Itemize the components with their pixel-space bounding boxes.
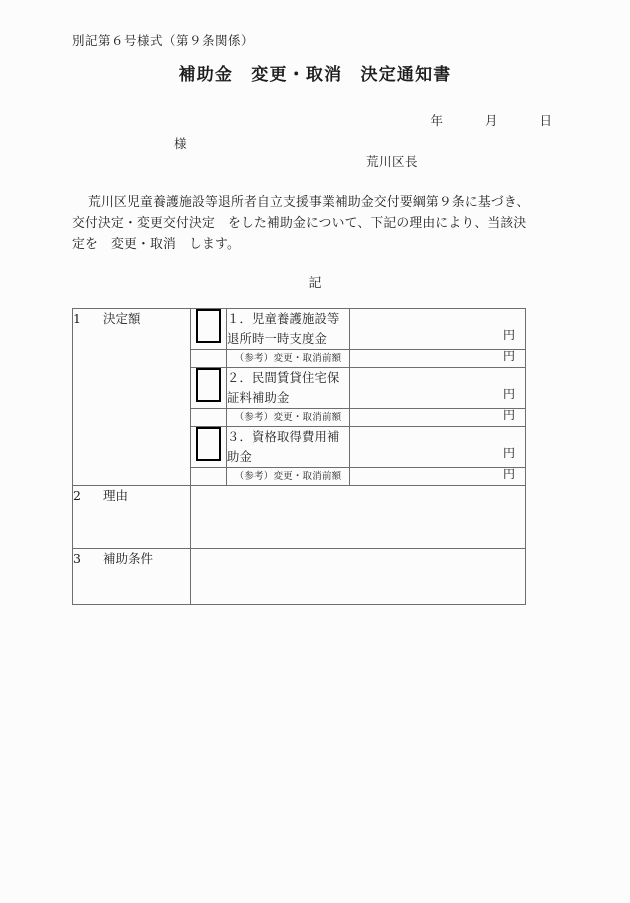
sub-label-item-2: （参考）変更・取消前額 xyxy=(227,409,350,427)
form-code: 別記第６号様式（第９条関係） xyxy=(72,33,255,48)
row-label-text-1: 決定額 xyxy=(103,311,141,326)
row-number-3: 3 xyxy=(73,551,81,566)
amount-field-item-1[interactable] xyxy=(350,309,526,350)
row-label-text-2: 理由 xyxy=(103,488,129,503)
date-month-label: 月 xyxy=(485,113,498,128)
row-label-reason xyxy=(73,486,191,549)
sub-yen-unit-item-3: 円 xyxy=(502,467,515,481)
addressee-honorific: 様 xyxy=(174,136,187,151)
amount-field-item-3[interactable] xyxy=(350,427,526,468)
body-line-1: 荒川区児童養護施設等退所者自立支援事業補助金交付要綱第９条に基づき、 xyxy=(88,195,530,210)
page-title: 補助金 変更・取消 決定通知書 xyxy=(178,65,452,85)
date-line xyxy=(431,111,552,129)
checkbox-cell-item-1[interactable] xyxy=(191,309,227,350)
row-label-conditions xyxy=(73,549,191,605)
table-row xyxy=(73,549,526,605)
checkbox-item-2[interactable] xyxy=(196,368,221,402)
date-day-label: 日 xyxy=(539,113,552,128)
checkbox-item-3[interactable] xyxy=(196,427,221,461)
decision-form-table xyxy=(72,308,526,605)
body-line-2: 交付決定・変更交付決定 をした補助金について、下記の理由により、当該決 xyxy=(72,216,527,231)
checkbox-cell-item-3-sub-blank xyxy=(191,468,227,486)
item-name-1: １．児童養護施設等退所時一時支度金 xyxy=(227,309,350,350)
reason-input-field[interactable] xyxy=(191,486,526,549)
item-name-2: ２．民間賃貸住宅保証料補助金 xyxy=(227,368,350,409)
conditions-input-field[interactable] xyxy=(191,549,526,605)
sub-label-item-1: （参考）変更・取消前額 xyxy=(227,350,350,368)
sub-yen-unit-item-2: 円 xyxy=(502,408,515,422)
table-row xyxy=(73,309,526,350)
checkbox-item-1[interactable] xyxy=(196,309,221,343)
ki-mark: 記 xyxy=(308,276,322,291)
checkbox-cell-item-2[interactable] xyxy=(191,368,227,409)
body-line-3: 定を 変更・取消 します。 xyxy=(72,237,240,252)
row-number-2: 2 xyxy=(73,488,81,503)
sub-label-item-3: （参考）変更・取消前額 xyxy=(227,468,350,486)
yen-unit-item-2: 円 xyxy=(502,387,515,401)
table-row xyxy=(73,486,526,549)
row-label-decision-amount xyxy=(73,309,191,486)
amount-field-item-2[interactable] xyxy=(350,368,526,409)
sub-amount-field-item-3[interactable] xyxy=(350,468,526,486)
item-name-3: ３．資格取得費用補助金 xyxy=(227,427,350,468)
body-paragraph xyxy=(72,192,546,255)
row-number-1: 1 xyxy=(73,311,81,326)
row-label-text-3: 補助条件 xyxy=(103,551,154,566)
date-year-label: 年 xyxy=(430,113,444,128)
checkbox-cell-item-3[interactable] xyxy=(191,427,227,468)
sub-amount-field-item-2[interactable] xyxy=(350,409,526,427)
checkbox-cell-item-1-sub-blank xyxy=(191,350,227,368)
checkbox-cell-item-2-sub-blank xyxy=(191,409,227,427)
yen-unit-item-3: 円 xyxy=(502,446,515,460)
yen-unit-item-1: 円 xyxy=(502,328,515,342)
sub-yen-unit-item-1: 円 xyxy=(502,349,515,363)
issuer-name: 荒川区長 xyxy=(366,154,419,169)
sub-amount-field-item-1[interactable] xyxy=(350,350,526,368)
